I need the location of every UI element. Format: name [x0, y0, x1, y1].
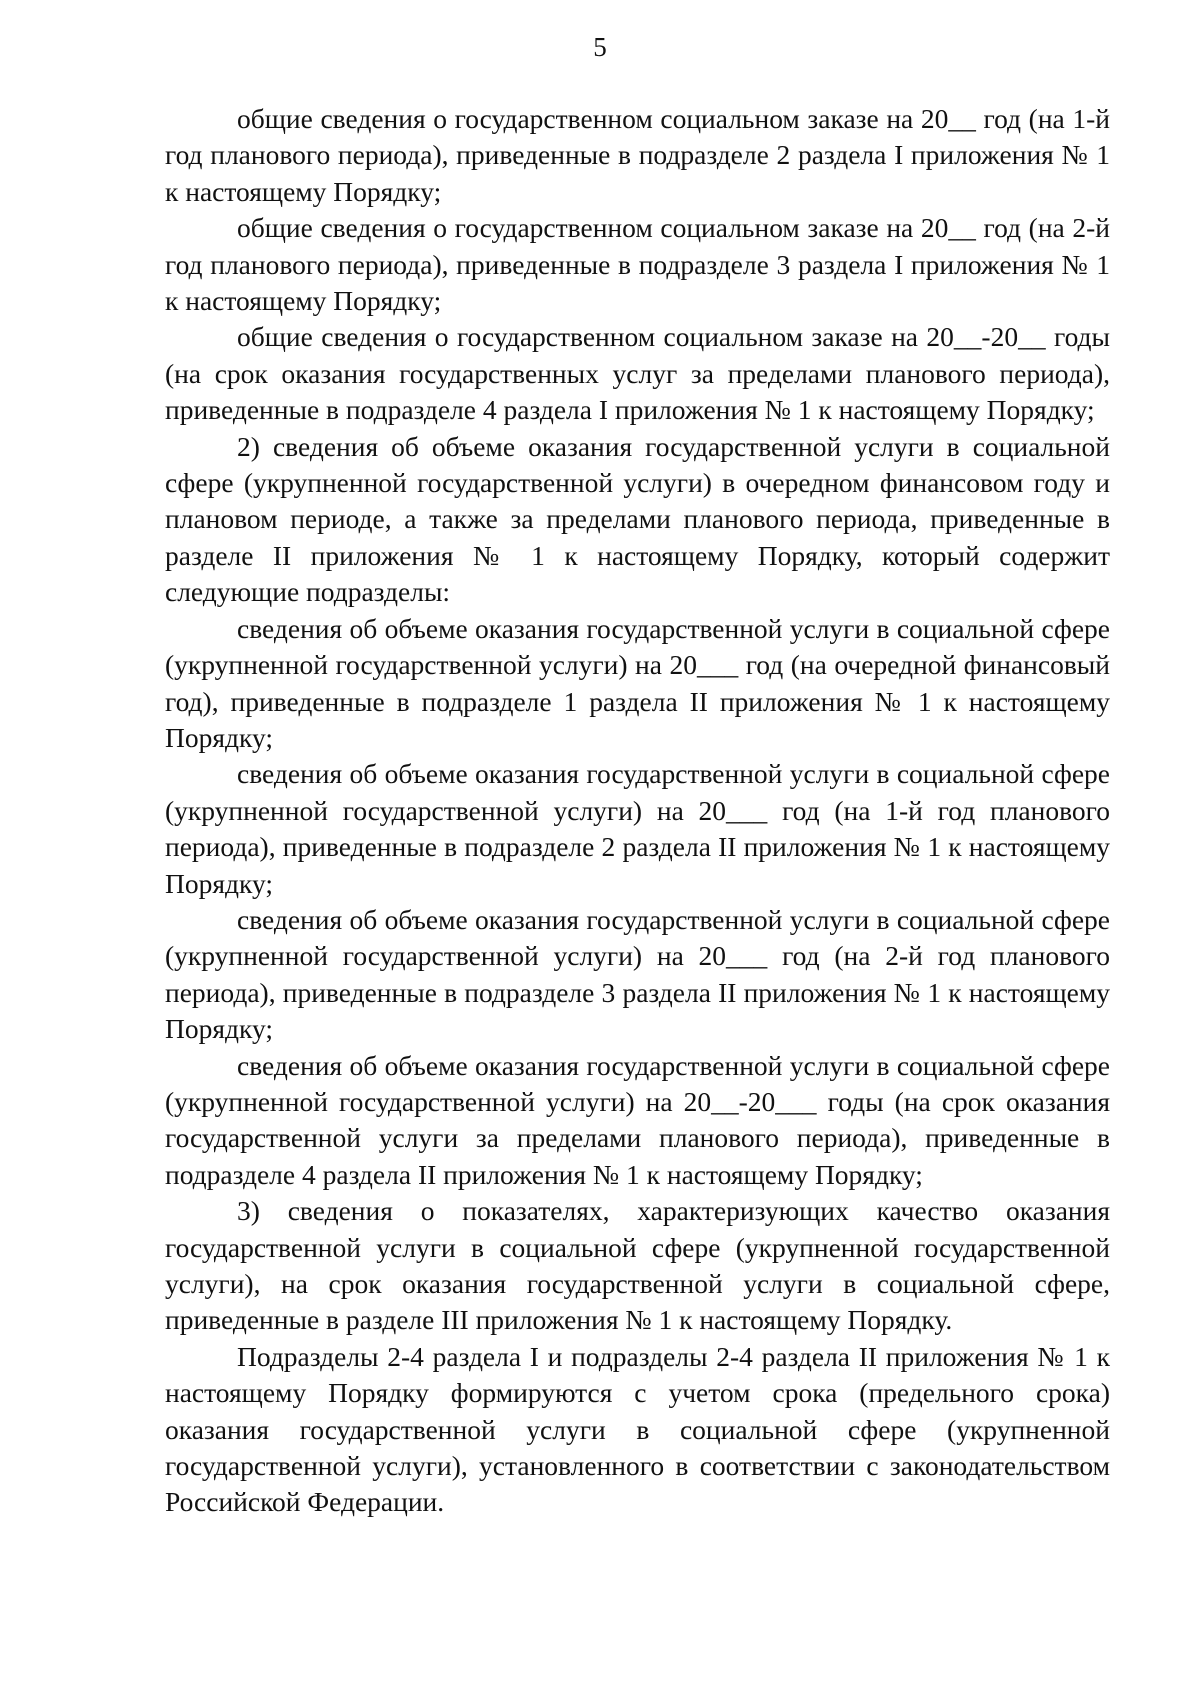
- paragraph: 2) сведения об объеме оказания государственной услуги в социальной сфере (укрупненной государственной услуги) в очередном финансовом году и плановом периоде, а также за пределами планового периода, приведенные в разделе II приложения № 1 к настоящему Порядку, который содержит следующие подразделы:: [165, 430, 1110, 608]
- paragraph: сведения об объеме оказания государственной услуги в социальной сфере (укрупненной государственной услуги) на 20__-20___ годы (на срок оказания государственной услуги за пределами планового периода), приведенные в подразделе 4 раздела II приложения № 1 к настоящему Порядку;: [165, 1049, 1110, 1190]
- paragraph: Подразделы 2-4 раздела I и подразделы 2-4 раздела II приложения № 1 к настоящему Порядку формируются с учетом срока (предельного срока) оказания государственной услуги в социальной сфере (укрупненной государственной услуги), установленного в соответствии с законодательством Российской Федерации.: [165, 1340, 1110, 1518]
- page-number: 5: [593, 32, 607, 62]
- paragraph: сведения об объеме оказания государственной услуги в социальной сфере (укрупненной государственной услуги) на 20___ год (на 1-й год планового периода), приведенные в подразделе 2 раздела II приложения № 1 к настоящему Порядку;: [165, 758, 1110, 899]
- paragraph: общие сведения о государственном социальном заказе на 20__-20__ годы (на срок оказания государственных услуг за пределами планового периода), приведенные в подразделе 4 раздела I приложения № 1 к настоящему Порядку;: [165, 321, 1110, 426]
- paragraph: общие сведения о государственном социальном заказе на 20__ год (на 1-й год планового периода), приведенные в подразделе 2 раздела I приложения № 1 к настоящему Порядку;: [165, 103, 1110, 207]
- paragraph: 3) сведения о показателях, характеризующих качество оказания государственной услуги в социальной сфере (укрупненной государственной услуги), на срок оказания государственной услуги в социальной сфере, приведенные в разделе III приложения № 1 к настоящему Порядку.: [165, 1195, 1110, 1336]
- paragraph: общие сведения о государственном социальном заказе на 20__ год (на 2-й год планового периода), приведенные в подразделе 3 раздела I приложения № 1 к настоящему Порядку;: [165, 212, 1110, 317]
- paragraph: сведения об объеме оказания государственной услуги в социальной сфере (укрупненной государственной услуги) на 20___ год (на очередной финансовый год), приведенные в подразделе 1 раздела II приложения № 1 к настоящему Порядку;: [165, 612, 1110, 753]
- body-text: [165, 101, 1110, 1521]
- paragraph: сведения об объеме оказания государственной услуги в социальной сфере (укрупненной государственной услуги) на 20___ год (на 2-й год планового периода), приведенные в подразделе 3 раздела II приложения № 1 к настоящему Порядку;: [165, 903, 1110, 1045]
